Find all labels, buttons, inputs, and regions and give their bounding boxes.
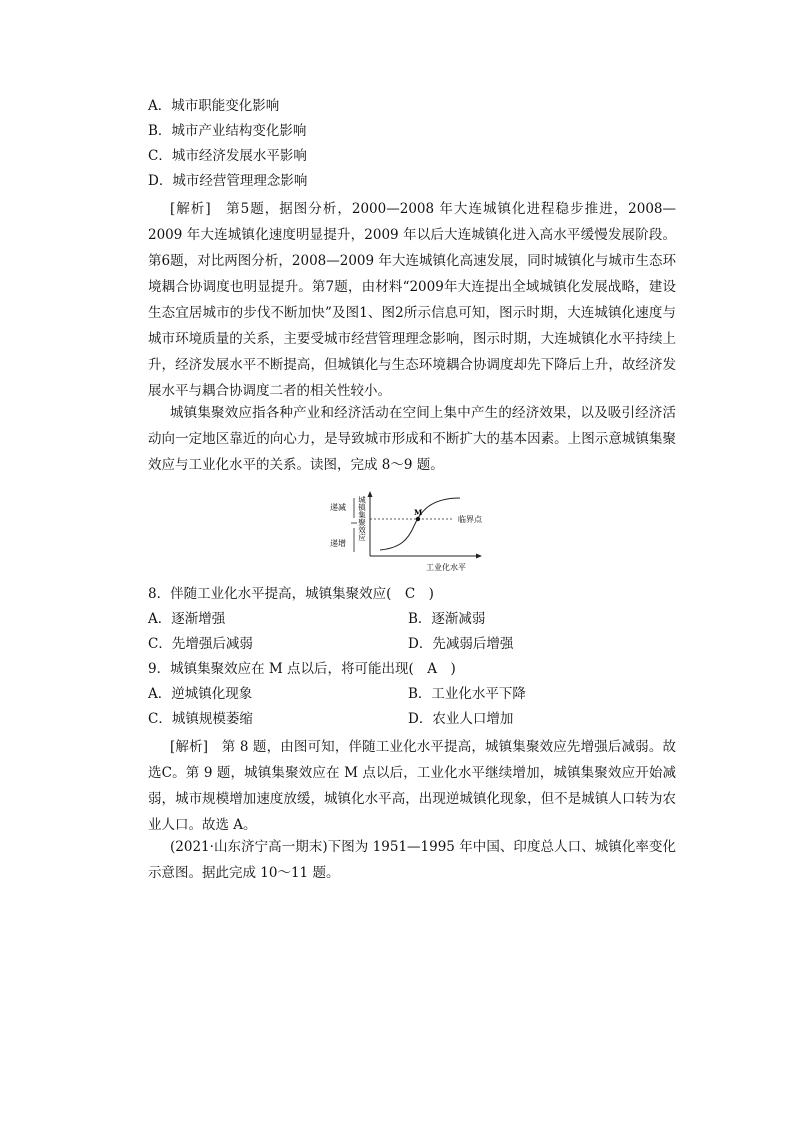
q8-stem: 8．伴随工业化水平提高，城镇集聚效应( C ) (148, 586, 434, 602)
q9-option-c: C．城镇规模萎缩 (148, 711, 253, 727)
q7-option-c: C．城市经济发展水平影响 (148, 148, 307, 164)
s-curve (380, 498, 460, 550)
q8-option-a: A．逐渐增强 (148, 611, 226, 627)
q7-option-b: B．城市产业结构变化影响 (148, 123, 307, 139)
q8-option-b: B．逐渐减弱 (408, 611, 486, 627)
q7-option-d: D．城市经营管理理念影响 (148, 173, 308, 189)
analysis-5-7: [解析] 第5题，据图分析，2000—2008 年大连城镇化进程稳步推进，2008—2009 年大连城镇化速度明显提升，2009 年以后大连城镇化进入高水平缓慢发展阶段。第6题，对比两图分析，2008—2009 年大连城镇化高速发展，同时城镇化与城市生态环境耦合协调度也明显提升。第7题，由材料“2009年大连提出全域城镇化发展战略，建设生态宜居城市的步伐不断加快”及图1、图2所示信息可知，图示时期，大连城镇化速度与城市环境质量的关系，主要受城市经营管理理念影响，图示时期，大连城镇化水平持续上升，经济发展水平不断提高，但城镇化与生态环境耦合协调度却先下降后上升，故经济发展水平与耦合协调度二者的相关性较小。 (148, 201, 676, 399)
agglomeration-chart (328, 488, 508, 578)
q9-option-d: D．农业人口增加 (408, 711, 514, 727)
y-region-increase: 递增 (330, 539, 346, 548)
intro-8-9: 城镇集聚效应指各种产业和经济活动在空间上集中产生的经济效果，以及吸引经济活动向一定地区靠近的向心力，是导致城市形成和不断扩大的基本因素。上图示意城镇集聚效应与工业化水平的关系。读图，完成 8～9 题。 (148, 405, 676, 473)
q8-option-c: C．先增强后减弱 (148, 636, 253, 652)
q8-option-d: D．先减弱后增强 (408, 636, 514, 652)
intro-10-11: (2021·山东济宁高一期末)下图为 1951—1995 年中国、印度总人口、城镇化率变化示意图。据此完成 10～11 题。 (148, 839, 676, 881)
point-m-label: M (414, 508, 423, 517)
y-region-decrease: 递减 (330, 503, 346, 512)
point-m (416, 517, 420, 521)
q9-option-a: A．逆城镇化现象 (148, 686, 253, 702)
q9-option-b: B．工业化水平下降 (408, 686, 526, 702)
q7-option-a: A．城市职能变化影响 (148, 98, 280, 114)
y-axis-label: 城镇集聚效应 (357, 496, 367, 541)
q9-stem: 9．城镇集聚效应在 M 点以后，将可能出现( A ) (148, 661, 456, 677)
critical-point-label: 临界点 (458, 515, 482, 524)
x-axis-label: 工业化水平 (426, 563, 466, 572)
analysis-8-9: [解析] 第 8 题，由图可知，伴随工业化水平提高，城镇集聚效应先增强后减弱。故选C。第 9 题，城镇集聚效应在 M 点以后，工业化水平继续增加，城镇集聚效应开始减弱，城市规模增加速度放缓，城镇化水平高，出现逆城镇化现象，但不是城镇人口转为农业人口。故选 A。 (148, 739, 676, 833)
